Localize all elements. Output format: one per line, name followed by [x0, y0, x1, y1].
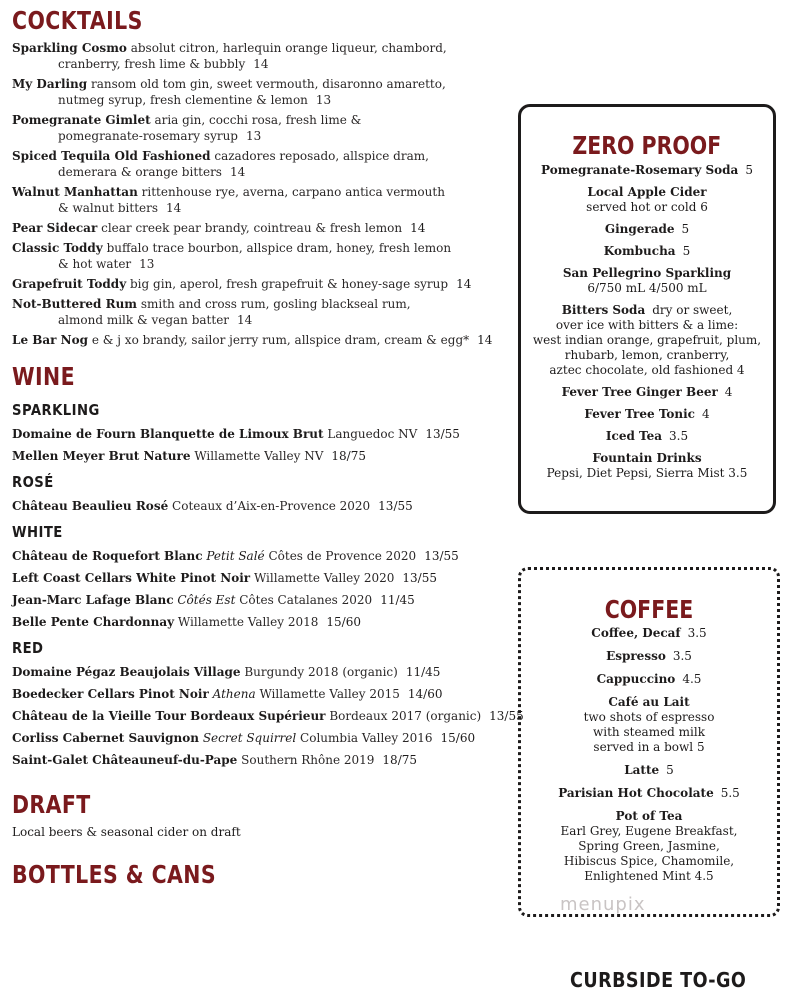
cocktail-description-line2: nutmeg syrup, fresh clementine & lemon: [58, 93, 308, 107]
coffee-item-title: [521, 649, 777, 664]
wine-item: [12, 498, 512, 514]
cocktail-description-cont: [12, 312, 512, 328]
draft-title: DRAFT: [12, 790, 91, 819]
cocktail-item: [12, 148, 512, 180]
wine-name: Corliss Cabernet Sauvignon: [12, 731, 199, 745]
cocktail-price: 14: [410, 221, 426, 235]
wine-name: Belle Pente Chardonnay: [12, 615, 175, 629]
cocktail-name: Classic Toddy: [12, 241, 103, 255]
wine-item: [12, 570, 512, 586]
zero-proof-name: Fever Tree Tonic: [584, 407, 695, 421]
zero-proof-item: [521, 163, 773, 178]
wine-variety: Côtés Est: [177, 593, 236, 607]
zero-proof-detail-line: served hot or cold 6: [586, 200, 708, 214]
wine-region: Languedoc NV: [327, 427, 418, 441]
zero-proof-detail-line: over ice with bitters & a lime:: [555, 318, 739, 332]
cocktail-item: [12, 332, 512, 348]
cocktail-description-line2: pomegranate-rosemary syrup: [58, 129, 238, 143]
cocktail-description: rittenhouse rye, averna, carpano antica vermouth: [141, 185, 445, 199]
cocktail-price: 14: [477, 333, 493, 347]
watermark: menupix: [560, 894, 646, 915]
coffee-detail-line: with steamed milk: [592, 725, 705, 739]
zero-proof-item: [521, 407, 773, 422]
cocktail-name: Walnut Manhattan: [12, 185, 138, 199]
cocktail-description-cont: [12, 200, 512, 216]
wine-item: [12, 592, 512, 608]
coffee-item-title: [521, 786, 777, 801]
cocktail-description-cont: [12, 128, 512, 144]
zero-proof-list: [521, 163, 773, 481]
zero-proof-name: Iced Tea: [605, 429, 662, 443]
coffee-item: [521, 695, 777, 755]
bottles-title: BOTTLES & CANS: [12, 860, 217, 889]
cocktail-price: 13: [315, 93, 332, 107]
zero-proof-name: Fever Tree Ginger Beer: [561, 385, 718, 399]
cocktail-description: clear creek pear brandy, cointreau & fresh lemon: [101, 221, 403, 235]
coffee-item-title: [521, 763, 777, 778]
wine-section-heading: SPARKLING: [12, 401, 100, 419]
zero-proof-name: Kombucha: [603, 244, 676, 258]
zero-proof-detail-line: Pepsi, Diet Pepsi, Sierra Mist 3.5: [546, 466, 748, 480]
cocktail-item: [12, 40, 512, 72]
coffee-name: Cappuccino: [596, 672, 676, 686]
zero-proof-item: [521, 244, 773, 259]
cocktail-description: e & j xo brandy, sailor jerry rum, allspice dram, cream & egg*: [91, 333, 470, 347]
cocktail-price: 14: [456, 277, 472, 291]
cocktail-name: Not-Buttered Rum: [12, 297, 138, 311]
cocktail-name: My Darling: [12, 77, 88, 91]
wine-item: [12, 448, 512, 464]
zero-proof-detail-line: 6/750 mL 4/500 mL: [587, 281, 707, 295]
wine-name: Domaine de Fourn Blanquette de Limoux Brut: [12, 427, 324, 441]
cocktail-description: ransom old tom gin, sweet vermouth, disaronno amaretto,: [91, 77, 446, 91]
wine-region: Columbia Valley 2016: [300, 731, 433, 745]
wine-item: [12, 548, 512, 564]
cocktail-description: aria gin, cocchi rosa, fresh lime &: [154, 113, 362, 127]
wine-name: Mellen Meyer Brut Nature: [12, 449, 191, 463]
wine-price: 13/55: [378, 499, 413, 513]
zero-proof-name: Fountain Drinks: [592, 451, 702, 465]
zero-proof-item: [521, 429, 773, 444]
wine-region: Willamette Valley 2020: [253, 571, 395, 585]
wine-price: 11/45: [380, 593, 415, 607]
left-column: [12, 0, 524, 890]
zero-proof-name: San Pellegrino Sparkling: [562, 266, 732, 280]
wine-region: Coteaux d’Aix-en-Provence 2020: [172, 499, 371, 513]
cocktail-description: big gin, aperol, fresh grapefruit & honey-sage syrup: [130, 277, 449, 291]
coffee-item-title: [521, 695, 777, 710]
zero-proof-item-title: [521, 163, 773, 178]
wine-item: [12, 426, 512, 442]
zero-proof-item-title: [521, 429, 773, 444]
wine-price: 15/60: [326, 615, 361, 629]
cocktail-item: [12, 276, 512, 292]
wine-item: [12, 730, 512, 746]
wine-region: Southern Rhône 2019: [241, 753, 375, 767]
cocktail-description-line2: cranberry, fresh lime & bubbly: [58, 57, 246, 71]
cocktail-description-cont: [12, 56, 512, 72]
zero-proof-title: ZERO PROOF: [572, 131, 722, 160]
wine-name: Château Beaulieu Rosé: [12, 499, 169, 513]
wine-name: Jean-Marc Lafage Blanc: [12, 593, 174, 607]
wine-name: Saint-Galet Châteauneuf-du-Pape: [12, 753, 238, 767]
cocktail-description-cont: [12, 92, 512, 108]
cocktails-list: [12, 40, 512, 348]
cocktail-name: Spiced Tequila Old Fashioned: [12, 149, 211, 163]
wine-region: Bordeaux 2017 (organic): [329, 709, 482, 723]
coffee-name: Latte: [624, 763, 660, 777]
zero-proof-item: [521, 451, 773, 481]
coffee-item-title: [521, 672, 777, 687]
zero-proof-price: 5: [681, 222, 690, 236]
draft-text: Local beers & seasonal cider on draft: [12, 825, 241, 839]
zero-proof-detail-line: west indian orange, grapefruit, plum,: [532, 333, 762, 347]
coffee-item: [521, 809, 777, 884]
wine-name: Domaine Pégaz Beaujolais Village: [12, 665, 241, 679]
coffee-detail-line: Spring Green, Jasmine,: [578, 839, 720, 853]
wine-region: Burgundy 2018 (organic): [244, 665, 398, 679]
zero-proof-name: Bitters Soda: [561, 303, 646, 317]
wine-price: 15/60: [440, 731, 476, 745]
zero-proof-item-title: [521, 407, 773, 422]
cocktail-description: cazadores reposado, allspice dram,: [214, 149, 429, 163]
coffee-list: [521, 626, 777, 884]
zero-proof-item-title: [521, 222, 773, 237]
coffee-price: 4.5: [682, 672, 702, 686]
coffee-detail-line: two shots of espresso: [583, 710, 715, 724]
cocktail-item: [12, 220, 512, 236]
zero-proof-item-title: [521, 303, 773, 318]
cocktail-name: Pomegranate Gimlet: [12, 113, 151, 127]
cocktail-description-line2: almond milk & vegan batter: [58, 313, 230, 327]
coffee-item: [521, 672, 777, 687]
coffee-item: [521, 649, 777, 664]
zero-proof-item: [521, 266, 773, 296]
coffee-name: Pot of Tea: [615, 809, 683, 823]
zero-proof-item: [521, 185, 773, 215]
cocktail-price: 13: [246, 129, 262, 143]
wine-price: 14/60: [407, 687, 443, 701]
cocktail-name: Sparkling Cosmo: [12, 41, 127, 55]
wine-name: Château de Roquefort Blanc: [12, 549, 203, 563]
cocktail-item: [12, 240, 512, 272]
wine-price: 13/55: [402, 571, 437, 585]
cocktail-description: absolut citron, harlequin orange liqueur, chambord,: [130, 41, 447, 55]
zero-proof-name: Gingerade: [604, 222, 675, 236]
wine-title: WINE: [12, 362, 76, 391]
wine-section-heading: RED: [12, 639, 44, 657]
zero-proof-item-title: [521, 244, 773, 259]
cocktail-price: 14: [229, 165, 246, 179]
zero-proof-price: 4: [701, 407, 710, 421]
cocktail-item: [12, 296, 512, 328]
coffee-price: 5: [666, 763, 674, 777]
cocktail-price: 13: [139, 257, 155, 271]
wine-name: Boedecker Cellars Pinot Noir: [12, 687, 209, 701]
wine-variety: Secret Squirrel: [202, 731, 297, 745]
coffee-item: [521, 786, 777, 801]
cocktails-title: COCKTAILS: [12, 6, 143, 35]
wine-price: 13/55: [425, 427, 460, 441]
coffee-detail-line: served in a bowl 5: [593, 740, 705, 754]
wine-list: [12, 400, 524, 768]
wine-name: Left Coast Cellars White Pinot Noir: [12, 571, 251, 585]
wine-price: 18/75: [331, 449, 366, 463]
cocktail-name: Grapefruit Toddy: [12, 277, 127, 291]
coffee-price: 5.5: [720, 786, 740, 800]
wine-region: Côtes de Provence 2020: [268, 549, 417, 563]
wine-price: 13/55: [489, 709, 524, 723]
zero-proof-name: Local Apple Cider: [587, 185, 707, 199]
zero-proof-item: [521, 303, 773, 378]
wine-price: 13/55: [424, 549, 459, 563]
coffee-detail-line: Hibiscus Spice, Chamomile,: [563, 854, 735, 868]
cocktail-item: [12, 184, 512, 216]
coffee-price: 3.5: [687, 626, 707, 640]
coffee-name: Parisian Hot Chocolate: [558, 786, 714, 800]
zero-proof-item-title: [521, 185, 773, 200]
wine-item: [12, 686, 512, 702]
zero-proof-price: 5: [682, 244, 691, 258]
zero-proof-item-title: [521, 385, 773, 400]
wine-section-heading: WHITE: [12, 523, 63, 541]
coffee-box: [518, 567, 780, 917]
wine-price: 11/45: [405, 665, 441, 679]
wine-variety: Athena: [212, 687, 256, 701]
cocktail-description-line2: demerara & orange bitters: [58, 165, 222, 179]
cocktail-description-line2: & walnut bitters: [58, 201, 159, 215]
coffee-item: [521, 763, 777, 778]
zero-proof-box: [518, 104, 776, 514]
coffee-name: Coffee, Decaf: [591, 626, 681, 640]
wine-variety: Petit Salé: [206, 549, 265, 563]
coffee-item: [521, 626, 777, 641]
coffee-detail-line: Enlightened Mint 4.5: [584, 869, 714, 883]
cocktail-price: 14: [166, 201, 182, 215]
cocktail-description: buffalo trace bourbon, allspice dram, honey, fresh lemon: [106, 241, 452, 255]
zero-proof-price: dry or sweet,: [652, 303, 733, 317]
zero-proof-price: 4: [724, 385, 733, 399]
wine-item: [12, 708, 524, 724]
cocktail-description-cont: [12, 256, 512, 272]
zero-proof-detail-line: rhubarb, lemon, cranberry,: [564, 348, 730, 362]
wine-name: Château de la Vieille Tour Bordeaux Supérieur: [12, 709, 326, 723]
cocktail-item: [12, 112, 512, 144]
coffee-item-title: [521, 809, 777, 824]
zero-proof-price: 5: [745, 163, 753, 177]
zero-proof-item-title: [521, 266, 773, 281]
coffee-item-title: [521, 626, 777, 641]
wine-section-heading: ROSÉ: [12, 473, 54, 491]
coffee-detail-line: Earl Grey, Eugene Breakfast,: [560, 824, 738, 838]
coffee-price: 3.5: [672, 649, 692, 663]
zero-proof-item: [521, 222, 773, 237]
zero-proof-name: Pomegranate-Rosemary Soda: [541, 163, 739, 177]
cocktail-name: Le Bar Nog: [12, 333, 89, 347]
wine-item: [12, 614, 512, 630]
wine-region: Willamette Valley 2015: [259, 687, 400, 701]
wine-item: [12, 752, 512, 768]
curbside-title: CURBSIDE TO-GO: [570, 968, 747, 992]
wine-price: 18/75: [382, 753, 418, 767]
cocktail-price: 14: [237, 313, 253, 327]
coffee-name: Café au Lait: [608, 695, 690, 709]
zero-proof-detail-line: aztec chocolate, old fashioned 4: [549, 363, 745, 377]
wine-item: [12, 664, 512, 680]
zero-proof-price: 3.5: [669, 429, 689, 443]
zero-proof-item-title: [521, 451, 773, 466]
zero-proof-item: [521, 385, 773, 400]
coffee-title: COFFEE: [604, 595, 694, 624]
wine-region: Côtes Catalanes 2020: [239, 593, 373, 607]
cocktail-item: [12, 76, 512, 108]
coffee-name: Espresso: [606, 649, 666, 663]
cocktail-description-cont: [12, 164, 512, 180]
cocktail-description: smith and cross rum, gosling blackseal rum,: [140, 297, 411, 311]
cocktail-name: Pear Sidecar: [12, 221, 98, 235]
cocktail-price: 14: [253, 57, 269, 71]
wine-region: Willamette Valley NV: [194, 449, 324, 463]
wine-region: Willamette Valley 2018: [177, 615, 319, 629]
cocktail-description-line2: & hot water: [58, 257, 132, 271]
